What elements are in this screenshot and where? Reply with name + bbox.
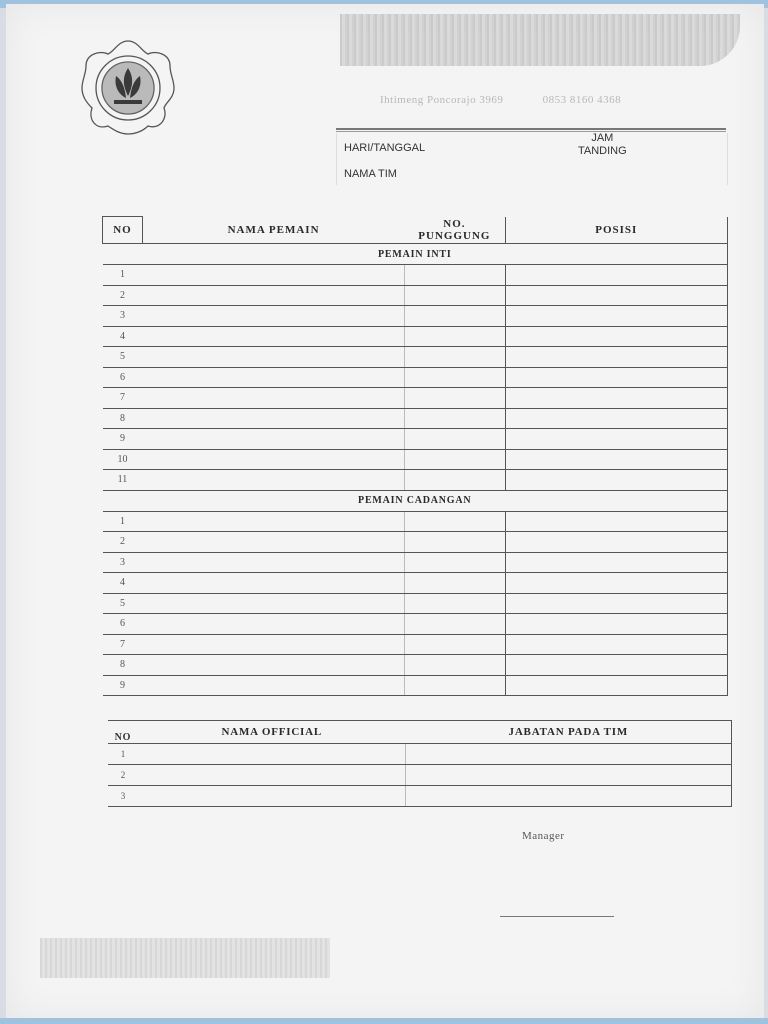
phone-text: 0853 8160 4368 — [542, 94, 622, 106]
position-cell[interactable] — [505, 408, 727, 429]
jersey-number-cell[interactable] — [404, 552, 505, 573]
official-col-jabatan-header: JABATAN PADA TIM — [406, 721, 732, 744]
player-name-cell[interactable] — [142, 326, 404, 347]
player-name-cell[interactable] — [142, 347, 404, 368]
row-number: 9 — [103, 675, 143, 696]
player-name-cell[interactable] — [142, 388, 404, 409]
position-cell[interactable] — [505, 470, 727, 491]
blue-background-bottom — [0, 1018, 768, 1024]
jam-label-line2: TANDING — [578, 145, 627, 157]
position-cell[interactable] — [505, 347, 727, 368]
jersey-number-cell[interactable] — [404, 675, 505, 696]
position-cell[interactable] — [505, 573, 727, 594]
pemain-inti-row — [103, 470, 728, 491]
col-no-header: NO — [103, 217, 143, 244]
jersey-number-cell[interactable] — [404, 634, 505, 655]
player-name-cell[interactable] — [142, 552, 404, 573]
player-name-cell[interactable] — [142, 593, 404, 614]
player-name-cell[interactable] — [142, 429, 404, 450]
row-number: 4 — [103, 326, 143, 347]
position-cell[interactable] — [505, 367, 727, 388]
row-number: 3 — [103, 552, 143, 573]
official-rows — [108, 744, 732, 807]
pemain-cadangan-row — [103, 655, 728, 676]
player-name-cell[interactable] — [142, 265, 404, 286]
pemain-cadangan-row — [103, 532, 728, 553]
position-cell[interactable] — [505, 655, 727, 676]
position-cell[interactable] — [505, 614, 727, 635]
jersey-number-cell[interactable] — [404, 532, 505, 553]
pemain-inti-row — [103, 285, 728, 306]
col-posisi-header: POSISI — [505, 217, 727, 244]
pemain-cadangan-rows — [103, 511, 728, 696]
official-table — [108, 720, 732, 807]
pemain-inti-row — [103, 347, 728, 368]
manager-label: Manager — [522, 830, 565, 842]
row-number: 9 — [103, 429, 143, 450]
row-number: 3 — [108, 786, 138, 807]
row-number: 7 — [103, 388, 143, 409]
row-number: 5 — [103, 347, 143, 368]
row-number: 1 — [108, 744, 138, 765]
row-number: 10 — [103, 449, 143, 470]
position-cell[interactable] — [505, 634, 727, 655]
player-name-cell[interactable] — [142, 367, 404, 388]
jersey-number-cell[interactable] — [404, 326, 505, 347]
position-cell[interactable] — [505, 326, 727, 347]
official-row — [108, 786, 732, 807]
player-name-cell[interactable] — [142, 634, 404, 655]
jersey-number-cell[interactable] — [404, 285, 505, 306]
player-name-cell[interactable] — [142, 449, 404, 470]
player-name-cell[interactable] — [142, 470, 404, 491]
pemain-cadangan-row — [103, 614, 728, 635]
jabatan-cell[interactable] — [406, 786, 732, 807]
player-name-cell[interactable] — [142, 408, 404, 429]
row-number: 8 — [103, 655, 143, 676]
jersey-number-cell[interactable] — [404, 306, 505, 327]
pemain-inti-row — [103, 306, 728, 327]
col-punggung-header — [404, 217, 505, 244]
position-cell[interactable] — [505, 552, 727, 573]
player-name-cell[interactable] — [142, 573, 404, 594]
position-cell[interactable] — [505, 388, 727, 409]
pemain-inti-row — [103, 265, 728, 286]
jersey-number-cell[interactable] — [404, 408, 505, 429]
official-row — [108, 765, 732, 786]
player-name-cell[interactable] — [142, 532, 404, 553]
row-number: 1 — [103, 265, 143, 286]
jersey-number-cell[interactable] — [404, 367, 505, 388]
players-table-header — [103, 217, 728, 244]
official-name-cell[interactable] — [138, 765, 406, 786]
player-name-cell[interactable] — [142, 306, 404, 327]
header-rule-thin — [336, 131, 726, 132]
pemain-inti-row — [103, 408, 728, 429]
position-cell[interactable] — [505, 449, 727, 470]
pemain-inti-row — [103, 326, 728, 347]
official-name-cell[interactable] — [138, 786, 406, 807]
hari-tanggal-label: HARI/TANGGAL — [344, 142, 426, 154]
position-cell[interactable] — [505, 306, 727, 327]
photocopy-smudge-top — [340, 14, 740, 66]
pemain-cadangan-row — [103, 593, 728, 614]
jersey-number-cell[interactable] — [404, 388, 505, 409]
pemain-cadangan-row — [103, 511, 728, 532]
position-cell[interactable] — [505, 511, 727, 532]
row-number: 2 — [103, 532, 143, 553]
nama-tim-label: NAMA TIM — [344, 168, 397, 180]
pemain-cadangan-row — [103, 634, 728, 655]
section-pemain-cadangan-label: PEMAIN CADANGAN — [103, 490, 728, 511]
official-col-nama-header: NAMA OFFICIAL — [138, 721, 406, 744]
jersey-number-cell[interactable] — [404, 573, 505, 594]
col-punggung-line1: NO. — [443, 217, 466, 230]
row-number: 4 — [103, 573, 143, 594]
jabatan-cell[interactable] — [406, 765, 732, 786]
jersey-number-cell[interactable] — [404, 265, 505, 286]
jam-tanding-label — [578, 132, 627, 158]
position-cell[interactable] — [505, 285, 727, 306]
position-cell[interactable] — [505, 593, 727, 614]
position-cell[interactable] — [505, 265, 727, 286]
section-pemain-inti-label: PEMAIN INTI — [103, 244, 728, 265]
row-number: 1 — [103, 511, 143, 532]
jersey-number-cell[interactable] — [404, 655, 505, 676]
pemain-inti-row — [103, 388, 728, 409]
col-nama-pemain-header: NAMA PEMAIN — [142, 217, 404, 244]
pemain-cadangan-row — [103, 573, 728, 594]
official-col-no-header: NO — [108, 721, 138, 744]
jersey-number-cell[interactable] — [404, 470, 505, 491]
player-name-cell[interactable] — [142, 614, 404, 635]
row-number: 2 — [103, 285, 143, 306]
header-rule — [336, 128, 726, 130]
photocopy-smudge-bottom — [40, 938, 330, 978]
jersey-number-cell[interactable] — [404, 347, 505, 368]
pemain-cadangan-row — [103, 552, 728, 573]
contact-info — [380, 94, 680, 106]
player-name-cell[interactable] — [142, 675, 404, 696]
row-number: 2 — [108, 765, 138, 786]
pemain-inti-rows — [103, 265, 728, 491]
section-pemain-inti — [103, 244, 728, 265]
row-number: 6 — [103, 367, 143, 388]
section-pemain-cadangan — [103, 490, 728, 511]
official-row — [108, 744, 732, 765]
row-number: 7 — [103, 634, 143, 655]
player-name-cell[interactable] — [142, 511, 404, 532]
position-cell[interactable] — [505, 532, 727, 553]
manager-signature-line — [500, 916, 614, 917]
pemain-inti-row — [103, 449, 728, 470]
row-number: 8 — [103, 408, 143, 429]
pemain-inti-row — [103, 367, 728, 388]
jersey-number-cell[interactable] — [404, 449, 505, 470]
row-number: 3 — [103, 306, 143, 327]
players-table — [102, 216, 728, 696]
jam-label-line1: JAM — [591, 132, 614, 144]
pemain-inti-row — [103, 429, 728, 450]
row-number: 6 — [103, 614, 143, 635]
position-cell[interactable] — [505, 675, 727, 696]
row-number: 5 — [103, 593, 143, 614]
jersey-number-cell[interactable] — [404, 511, 505, 532]
row-number: 11 — [103, 470, 143, 491]
pemain-cadangan-row — [103, 675, 728, 696]
address-text: Ihtimeng Poncorajo 3969 — [380, 94, 504, 106]
player-name-cell[interactable] — [142, 655, 404, 676]
jersey-number-cell[interactable] — [404, 614, 505, 635]
official-name-cell[interactable] — [138, 744, 406, 765]
jersey-number-cell[interactable] — [404, 593, 505, 614]
official-table-header — [108, 721, 732, 744]
jersey-number-cell[interactable] — [404, 429, 505, 450]
position-cell[interactable] — [505, 429, 727, 450]
player-name-cell[interactable] — [142, 285, 404, 306]
col-punggung-line2: PUNGGUNG — [418, 229, 491, 242]
emblem-logo-icon — [78, 38, 178, 136]
jabatan-cell[interactable] — [406, 744, 732, 765]
